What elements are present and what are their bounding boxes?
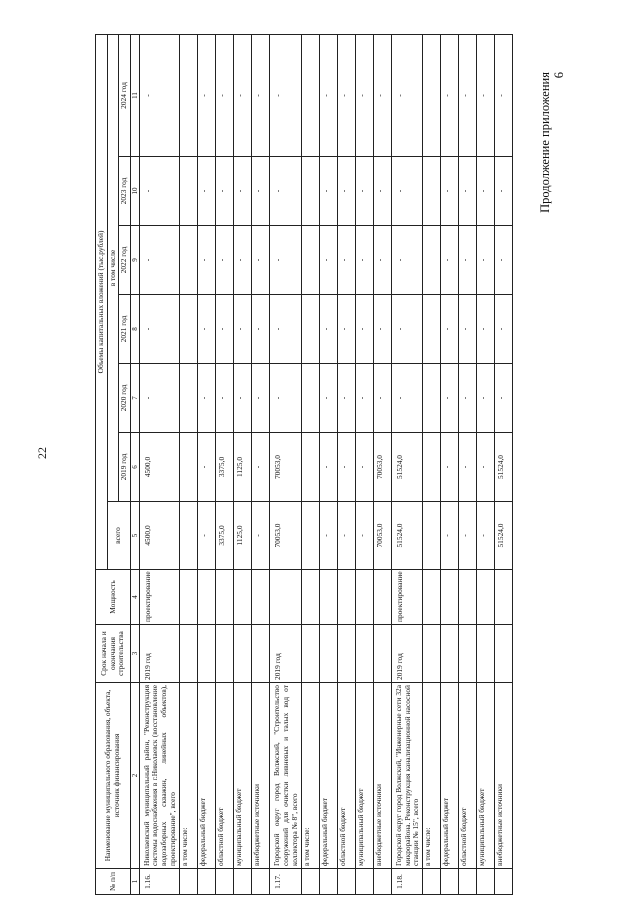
row-term-cell (301, 625, 319, 683)
row-value-cell: - (252, 34, 270, 156)
table-row (495, 34, 513, 894)
row-value-cell (180, 502, 198, 570)
row-term-cell: 2019 год (270, 625, 302, 683)
row-value-cell: - (477, 226, 495, 295)
row-value-cell (301, 157, 319, 226)
row-value-cell: - (391, 157, 423, 226)
column-number: 5 (130, 502, 139, 570)
table-row (234, 34, 252, 894)
row-capacity-cell (234, 570, 252, 625)
row-value-cell (301, 295, 319, 364)
row-value-cell: 4500,0 (139, 502, 180, 570)
row-value-cell: - (270, 226, 302, 295)
row-value-cell: - (216, 295, 234, 364)
row-number-cell (495, 869, 513, 895)
row-value-cell: - (495, 34, 513, 156)
row-name-cell: федеральный бюджет (198, 683, 216, 869)
header-capacity: Мощность (96, 570, 131, 625)
row-capacity-cell: проектирование (391, 570, 423, 625)
row-value-cell: - (459, 157, 477, 226)
row-value-cell: - (252, 364, 270, 433)
row-value-cell: - (139, 157, 180, 226)
row-number-cell (180, 869, 198, 895)
row-value-cell: - (355, 157, 373, 226)
row-name-cell: муниципальный бюджет (477, 683, 495, 869)
row-value-cell: 4500,0 (139, 433, 180, 502)
row-term-cell: 2019 год (391, 625, 423, 683)
row-name-cell: областной бюджет (459, 683, 477, 869)
header-name: Наименование муниципального образования, объекта, источник финансирования (96, 683, 131, 869)
row-value-cell: - (355, 34, 373, 156)
row-name-cell: областной бюджет (216, 683, 234, 869)
row-value-cell: - (355, 502, 373, 570)
row-value-cell: - (337, 295, 355, 364)
row-number-cell (459, 869, 477, 895)
row-value-cell: - (477, 157, 495, 226)
row-value-cell: - (234, 364, 252, 433)
row-capacity-cell (301, 570, 319, 625)
row-term-cell (216, 625, 234, 683)
row-value-cell: 70053,0 (270, 433, 302, 502)
row-capacity-cell (216, 570, 234, 625)
row-value-cell: - (441, 433, 459, 502)
row-number-cell (198, 869, 216, 895)
row-capacity-cell (337, 570, 355, 625)
row-value-cell (423, 226, 441, 295)
header-year: 2024 год (119, 34, 131, 156)
header-year: 2022 год (119, 226, 131, 295)
row-value-cell: - (477, 295, 495, 364)
row-value-cell: 3375,0 (216, 502, 234, 570)
row-number-cell (355, 869, 373, 895)
header-including: в том числе (107, 34, 119, 501)
row-value-cell: - (337, 157, 355, 226)
row-value-cell: - (198, 364, 216, 433)
header-num: № п/п (96, 869, 131, 895)
row-value-cell: 51524,0 (391, 502, 423, 570)
column-number: 10 (130, 157, 139, 226)
row-value-cell: - (355, 364, 373, 433)
column-numbers-row (130, 34, 139, 894)
row-value-cell: - (319, 34, 337, 156)
row-value-cell: 51524,0 (495, 502, 513, 570)
row-capacity-cell (355, 570, 373, 625)
row-name-cell: областной бюджет (337, 683, 355, 869)
header-year: 2023 год (119, 157, 131, 226)
row-value-cell: - (198, 157, 216, 226)
table-row (459, 34, 477, 894)
row-value-cell: - (198, 226, 216, 295)
row-value-cell: - (252, 295, 270, 364)
row-term-cell (477, 625, 495, 683)
row-value-cell: - (139, 226, 180, 295)
row-number-cell (234, 869, 252, 895)
row-value-cell (301, 502, 319, 570)
row-value-cell: - (319, 295, 337, 364)
row-value-cell: - (459, 433, 477, 502)
row-value-cell: - (355, 433, 373, 502)
row-value-cell: - (234, 295, 252, 364)
row-term-cell (180, 625, 198, 683)
row-value-cell (423, 502, 441, 570)
row-value-cell: - (459, 226, 477, 295)
row-number-cell: 1.16. (139, 869, 180, 895)
table-row (270, 34, 302, 894)
row-value-cell: - (319, 226, 337, 295)
row-value-cell: 1125,0 (234, 502, 252, 570)
row-value-cell: - (234, 157, 252, 226)
row-value-cell: 3375,0 (216, 433, 234, 502)
row-value-cell: 51524,0 (391, 433, 423, 502)
row-capacity-cell (423, 570, 441, 625)
column-number: 7 (130, 364, 139, 433)
row-value-cell (180, 364, 198, 433)
row-value-cell: 70053,0 (373, 502, 391, 570)
row-value-cell: - (198, 433, 216, 502)
row-term-cell: 2019 год (139, 625, 180, 683)
row-value-cell (180, 34, 198, 156)
row-value-cell: - (270, 364, 302, 433)
row-value-cell (423, 433, 441, 502)
row-number-cell (441, 869, 459, 895)
row-value-cell: - (337, 502, 355, 570)
row-value-cell: - (495, 295, 513, 364)
row-value-cell (180, 226, 198, 295)
row-value-cell: - (495, 226, 513, 295)
table-row (216, 34, 234, 894)
row-term-cell (337, 625, 355, 683)
table-row (441, 34, 459, 894)
row-capacity-cell (495, 570, 513, 625)
row-value-cell (423, 364, 441, 433)
row-value-cell: - (391, 34, 423, 156)
row-value-cell (301, 226, 319, 295)
row-number-cell: 1.17. (270, 869, 302, 895)
header-volumes: Объемы капитальных вложений (тыс.рублей) (96, 34, 108, 569)
row-value-cell: - (373, 226, 391, 295)
row-number-cell (252, 869, 270, 895)
row-value-cell: - (441, 295, 459, 364)
row-capacity-cell (441, 570, 459, 625)
row-number-cell (423, 869, 441, 895)
appendix-continuation-label: Продолжение приложения 6 (538, 72, 566, 213)
row-value-cell: - (252, 226, 270, 295)
column-number: 11 (130, 34, 139, 156)
row-value-cell (180, 157, 198, 226)
table-body (139, 34, 513, 894)
row-term-cell (495, 625, 513, 683)
row-value-cell: - (373, 364, 391, 433)
row-capacity-cell (270, 570, 302, 625)
row-name-cell: Николаевский муниципальный район, "Реконструкция системы водоснабжения в г.Николаевск (восстановление водозаборных скважин, линейных объектов), проектирование", всего (139, 683, 180, 869)
row-value-cell: - (319, 364, 337, 433)
row-term-cell (441, 625, 459, 683)
row-value-cell: - (270, 157, 302, 226)
table-row (423, 34, 441, 894)
row-term-cell (459, 625, 477, 683)
row-value-cell: - (337, 34, 355, 156)
column-number: 1 (130, 869, 139, 895)
column-number: 4 (130, 570, 139, 625)
row-term-cell (234, 625, 252, 683)
row-value-cell (301, 34, 319, 156)
row-capacity-cell (252, 570, 270, 625)
row-name-cell: внебюджетные источники (495, 683, 513, 869)
row-value-cell: 51524,0 (495, 433, 513, 502)
row-value-cell: - (373, 34, 391, 156)
table-row (355, 34, 373, 894)
row-value-cell: - (441, 502, 459, 570)
table-row (391, 34, 423, 894)
row-term-cell (198, 625, 216, 683)
row-value-cell (423, 157, 441, 226)
table-row (301, 34, 319, 894)
row-value-cell (180, 295, 198, 364)
row-term-cell (355, 625, 373, 683)
row-value-cell (180, 433, 198, 502)
row-value-cell: - (216, 364, 234, 433)
row-value-cell: - (459, 364, 477, 433)
row-number-cell (216, 869, 234, 895)
row-value-cell (301, 433, 319, 502)
row-capacity-cell (180, 570, 198, 625)
row-value-cell: - (477, 433, 495, 502)
row-value-cell: - (198, 502, 216, 570)
row-value-cell: - (139, 34, 180, 156)
row-number-cell (337, 869, 355, 895)
row-value-cell: - (355, 226, 373, 295)
row-value-cell: - (373, 157, 391, 226)
row-value-cell: - (252, 157, 270, 226)
row-value-cell: - (198, 34, 216, 156)
row-value-cell: - (319, 433, 337, 502)
row-value-cell: - (198, 295, 216, 364)
row-value-cell: - (391, 364, 423, 433)
row-value-cell: - (477, 502, 495, 570)
row-value-cell: - (459, 502, 477, 570)
row-value-cell: - (495, 364, 513, 433)
row-value-cell: - (252, 433, 270, 502)
row-capacity-cell (459, 570, 477, 625)
row-value-cell: - (216, 157, 234, 226)
row-value-cell: - (252, 502, 270, 570)
row-capacity-cell (477, 570, 495, 625)
row-name-cell: муниципальный бюджет (234, 683, 252, 869)
row-capacity-cell: проектирование (139, 570, 180, 625)
row-value-cell: - (337, 364, 355, 433)
row-value-cell: - (373, 295, 391, 364)
table-row (373, 34, 391, 894)
capital-investment-table (95, 34, 513, 895)
row-value-cell: - (441, 34, 459, 156)
row-name-cell: Городской округ город Волжский, "Строительство сооружений для очистки ливневых и талых вод от коллектора № 8", всего (270, 683, 302, 869)
header-year: 2021 год (119, 295, 131, 364)
header-total: всего (107, 502, 130, 570)
row-value-cell (423, 34, 441, 156)
row-value-cell: - (441, 157, 459, 226)
row-name-cell: федеральный бюджет (441, 683, 459, 869)
row-number-cell (319, 869, 337, 895)
table-row (180, 34, 198, 894)
table-row (337, 34, 355, 894)
column-number: 6 (130, 433, 139, 502)
row-number-cell (373, 869, 391, 895)
row-value-cell: - (234, 226, 252, 295)
column-number: 3 (130, 625, 139, 683)
row-term-cell (319, 625, 337, 683)
row-value-cell: - (337, 226, 355, 295)
page-number: 22 (35, 447, 49, 459)
row-number-cell: 1.18. (391, 869, 423, 895)
row-value-cell: - (216, 34, 234, 156)
table-row (198, 34, 216, 894)
row-value-cell: - (441, 226, 459, 295)
row-term-cell (252, 625, 270, 683)
row-name-cell: в том числе: (423, 683, 441, 869)
row-capacity-cell (373, 570, 391, 625)
row-value-cell: 70053,0 (373, 433, 391, 502)
row-value-cell: - (459, 34, 477, 156)
row-value-cell: - (355, 295, 373, 364)
row-name-cell: внебюджетные источники (252, 683, 270, 869)
row-value-cell: 1125,0 (234, 433, 252, 502)
row-value-cell: - (391, 226, 423, 295)
header-term: Срок начала и окончания строительства (96, 625, 131, 683)
row-value-cell (301, 364, 319, 433)
table-row (319, 34, 337, 894)
row-name-cell: федеральный бюджет (319, 683, 337, 869)
header-year: 2019 год (119, 433, 131, 502)
row-term-cell (373, 625, 391, 683)
row-term-cell (423, 625, 441, 683)
table-sheet (95, 35, 639, 895)
row-value-cell: - (139, 295, 180, 364)
column-number: 8 (130, 295, 139, 364)
row-number-cell (301, 869, 319, 895)
row-value-cell: - (477, 34, 495, 156)
row-value-cell: - (337, 433, 355, 502)
table-row (139, 34, 180, 894)
table-row (252, 34, 270, 894)
row-value-cell: - (477, 364, 495, 433)
row-name-cell: внебюджетные источники (373, 683, 391, 869)
row-value-cell: - (319, 157, 337, 226)
column-number: 9 (130, 226, 139, 295)
row-capacity-cell (319, 570, 337, 625)
row-value-cell: - (319, 502, 337, 570)
row-value-cell: - (391, 295, 423, 364)
row-value-cell: - (234, 34, 252, 156)
row-name-cell: в том числе: (301, 683, 319, 869)
row-value-cell (423, 295, 441, 364)
column-number: 2 (130, 683, 139, 869)
row-name-cell: муниципальный бюджет (355, 683, 373, 869)
row-value-cell: - (270, 295, 302, 364)
row-number-cell (477, 869, 495, 895)
row-value-cell: - (441, 364, 459, 433)
row-value-cell: 70053,0 (270, 502, 302, 570)
row-value-cell: - (270, 34, 302, 156)
rotated-table-area (95, 35, 639, 895)
row-value-cell: - (495, 157, 513, 226)
header-year: 2020 год (119, 364, 131, 433)
row-value-cell: - (459, 295, 477, 364)
row-value-cell: - (216, 226, 234, 295)
row-name-cell: Городской округ город Волжский, "Инженерные сети 32а микрорайона. Реконструкция канализационной насосной станции № 15", всего (391, 683, 423, 869)
table-row (477, 34, 495, 894)
row-capacity-cell (198, 570, 216, 625)
row-name-cell: в том числе: (180, 683, 198, 869)
row-value-cell: - (139, 364, 180, 433)
